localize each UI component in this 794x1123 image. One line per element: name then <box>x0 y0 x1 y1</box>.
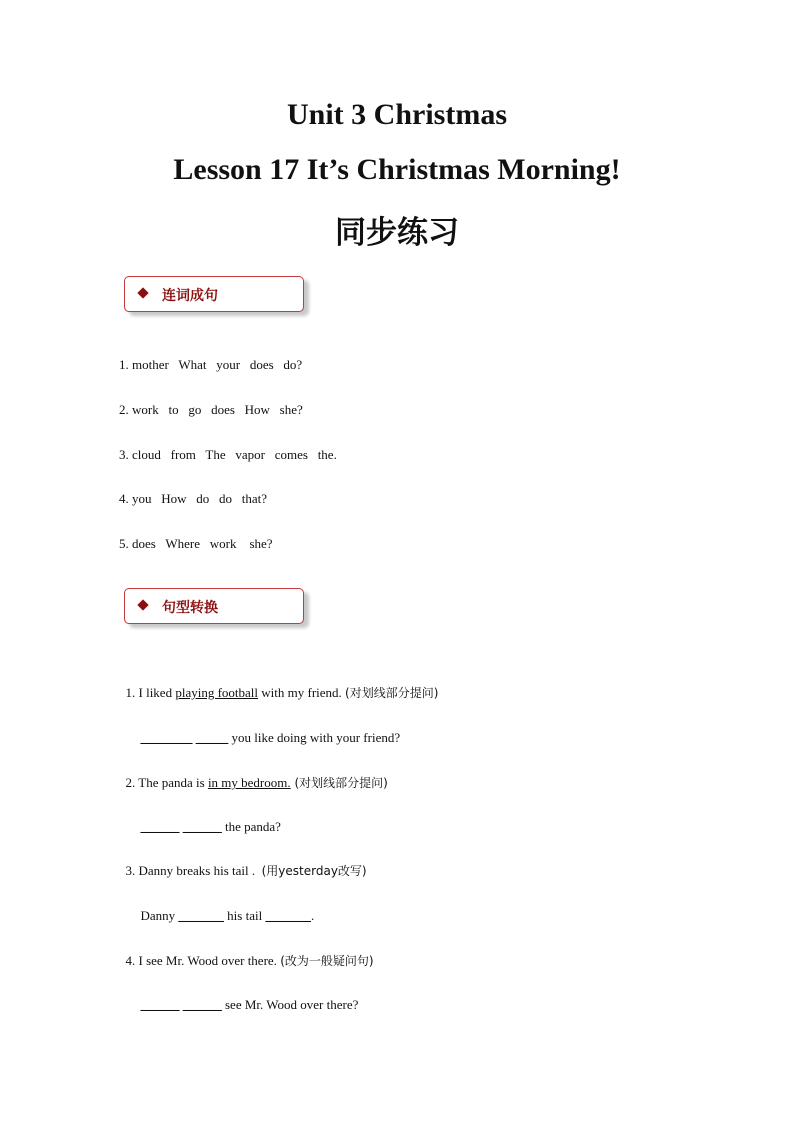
question-text: 1. I liked <box>125 685 176 700</box>
answer-line-3 <box>134 892 314 924</box>
question-text: 4. I see Mr. Wood over there. <box>125 953 281 968</box>
answer-line-1 <box>134 714 400 746</box>
unit-title: Unit 3 Christmas <box>286 98 507 131</box>
instruction-note: (对划线部分提问) <box>345 686 439 700</box>
answer-blank[interactable]: _______ <box>178 908 224 923</box>
exercise-item-5: 5. does Where work she? <box>119 536 273 551</box>
transform-question-3 <box>119 847 367 879</box>
answer-blank[interactable]: _____ <box>195 730 229 745</box>
lesson-title: Lesson 17 It’s Christmas Morning! <box>173 153 621 186</box>
answer-blank[interactable]: ______ <box>182 997 222 1012</box>
answer-text: you like doing with your friend? <box>228 730 401 745</box>
section-label: 连词成句 <box>162 288 218 304</box>
instruction-note: (改为一般疑问句) <box>280 954 374 968</box>
exercise-item-1: 1. mother What your does do? <box>119 357 303 372</box>
exercise-item-3: 3. cloud from The vapor comes the. <box>119 447 337 462</box>
transform-question-1 <box>119 669 438 701</box>
question-text: with my friend. <box>258 685 346 700</box>
answer-text: his tail <box>223 908 266 923</box>
question-text: 2. The panda is <box>125 775 208 790</box>
answer-blank[interactable]: ______ <box>140 819 180 834</box>
instruction-note: (用yesterday改写) <box>261 864 367 878</box>
underlined-phrase: in my bedroom. <box>207 775 291 790</box>
answer-blank[interactable]: ______ <box>182 819 222 834</box>
underlined-phrase: playing football <box>175 685 259 700</box>
instruction-note: (对划线部分提问) <box>290 776 388 790</box>
answer-blank[interactable]: _______ <box>265 908 311 923</box>
answer-text: see Mr. Wood over there? <box>221 997 359 1012</box>
answer-line-2 <box>134 803 281 835</box>
answer-text: the panda? <box>221 819 281 834</box>
transform-question-4 <box>119 937 374 969</box>
question-text: 3. Danny breaks his tail . <box>125 863 262 878</box>
answer-text: . <box>310 908 315 923</box>
answer-line-4 <box>134 981 358 1013</box>
answer-blank[interactable]: ______ <box>140 997 180 1012</box>
diamond-icon <box>137 287 148 298</box>
worksheet-subtitle: 同步练习 <box>335 215 459 251</box>
answer-text: Danny <box>140 908 179 923</box>
exercise-item-4: 4. you How do do that? <box>119 491 268 506</box>
transform-question-2 <box>119 759 388 791</box>
section-header-sentence-transformation <box>124 588 304 624</box>
diamond-icon <box>137 599 148 610</box>
section-label: 句型转换 <box>162 600 218 616</box>
exercise-item-2: 2. work to go does How she? <box>119 402 303 417</box>
section-header-sentence-ordering <box>124 276 304 312</box>
answer-blank[interactable]: ________ <box>140 730 193 745</box>
